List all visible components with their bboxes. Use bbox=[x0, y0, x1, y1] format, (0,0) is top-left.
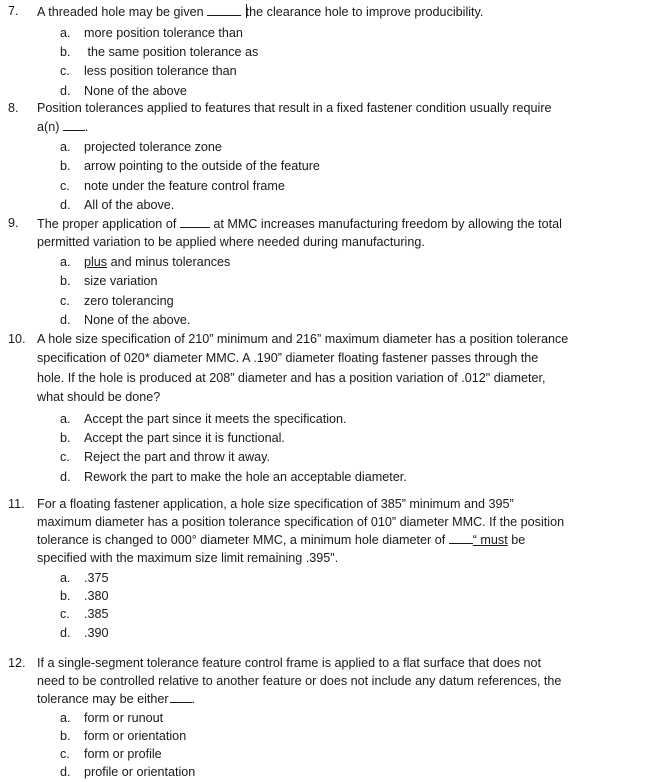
option-b[interactable]: b. .380 bbox=[60, 589, 109, 604]
option-c[interactable]: c. form or profile bbox=[60, 746, 162, 761]
option-list bbox=[60, 709, 618, 782]
answer-blank bbox=[63, 118, 85, 131]
question-text: For a floating fastener application, a hole size specification of 385” minimum and 395” bbox=[37, 497, 514, 511]
question-9 bbox=[8, 215, 618, 331]
question-text: the clearance hole to improve producibility. bbox=[245, 5, 484, 19]
option-a[interactable]: a. plus and minus tolerances bbox=[60, 255, 231, 269]
question-text: A threaded hole may be given bbox=[37, 5, 208, 19]
option-list bbox=[60, 138, 618, 216]
option-d[interactable]: d. Rework the part to make the hole an acceptable diameter. bbox=[60, 469, 407, 484]
question-text: hole. If the hole is produced at 208” diameter and has a position variation of .012" diameter, bbox=[37, 370, 546, 385]
question-text: tolerance is changed to 000° diameter MMC, a minimum hole diameter of bbox=[37, 533, 449, 547]
option-d[interactable]: d. All of the above. bbox=[60, 198, 175, 213]
answer-blank bbox=[170, 690, 192, 703]
question-7 bbox=[8, 3, 618, 101]
question-text: need to be controlled relative to another feature or does not include any datum references, the bbox=[37, 673, 562, 688]
question-text: maximum diameter has a position tolerance specification of 010” diameter MMC. If the position bbox=[37, 514, 565, 529]
question-10 bbox=[8, 330, 618, 487]
option-c[interactable]: c. less position tolerance than bbox=[60, 64, 237, 79]
option-a[interactable]: a. projected tolerance zone bbox=[60, 140, 222, 154]
option-b[interactable]: b. Accept the part since it is functional. bbox=[60, 431, 285, 446]
question-number: 9. bbox=[8, 216, 19, 230]
question-number: 8. bbox=[8, 101, 19, 115]
question-text: Position tolerances applied to features that result in a fixed fastener condition usually require bbox=[37, 101, 552, 115]
question-text: specification of 020* diameter MMC. A .190” diameter floating fastener passes through the bbox=[37, 351, 539, 366]
option-d[interactable]: d. profile or orientation bbox=[60, 765, 196, 780]
option-list bbox=[60, 24, 618, 102]
question-number: 10. bbox=[8, 332, 26, 346]
option-c[interactable]: c. zero tolerancing bbox=[60, 293, 174, 308]
option-b[interactable]: b. size variation bbox=[60, 274, 158, 289]
question-text: A hole size specification of 210” minimum and 216” maximum diameter has a position tolerance bbox=[37, 332, 569, 346]
question-text: at MMC increases manufacturing freedom by allowing the total bbox=[209, 217, 562, 231]
option-d[interactable]: d. None of the above bbox=[60, 83, 187, 98]
option-a[interactable]: a. more position tolerance than bbox=[60, 25, 243, 40]
option-d[interactable]: d. .390 bbox=[60, 625, 109, 640]
answer-blank bbox=[180, 215, 210, 228]
question-12: 12. If a single-segment tolerance feature control frame is applied to a flat surface that does not need to be controlled relative to another feature or does not include any datum references, the tolerance may be either . a. form or runout b. form or orientation c. form or profile d. profile or orientation bbox=[8, 655, 618, 781]
option-a[interactable]: a. .375 bbox=[60, 571, 109, 585]
question-text: a(n) bbox=[37, 119, 63, 134]
option-list bbox=[60, 253, 618, 331]
question-number: 11. bbox=[8, 497, 25, 511]
question-text: specified with the maximum size limit remaining .395". bbox=[37, 550, 339, 565]
answer-blank bbox=[207, 3, 241, 16]
question-number: 7. bbox=[8, 4, 19, 18]
question-text: permitted variation to be applied where needed during manufacturing. bbox=[37, 234, 425, 249]
question-text: The proper application of bbox=[37, 217, 180, 231]
answer-blank bbox=[449, 531, 473, 544]
question-text: If a single-segment tolerance feature control frame is applied to a flat surface that does not bbox=[37, 656, 542, 670]
option-b[interactable]: b. the same position tolerance as bbox=[60, 44, 259, 59]
option-list bbox=[60, 410, 618, 488]
option-list bbox=[60, 569, 618, 642]
option-b[interactable]: b. arrow pointing to the outside of the feature bbox=[60, 159, 320, 174]
option-d[interactable]: d. None of the above. bbox=[60, 313, 191, 328]
option-c[interactable]: c. .385 bbox=[60, 607, 109, 622]
option-c[interactable]: c. note under the feature control frame bbox=[60, 178, 285, 193]
question-text: what should be done? bbox=[37, 390, 161, 405]
option-a[interactable]: a. form or runout bbox=[60, 710, 164, 725]
question-text: tolerance may be either bbox=[37, 692, 169, 706]
option-c[interactable]: c. Reject the part and throw it away. bbox=[60, 450, 270, 465]
question-number: 12. bbox=[8, 656, 26, 670]
question-8: 8. Position tolerances applied to features that result in a fixed fastener condition usually require a(n) . a. projected tolerance zone b. arrow pointing to the outside of the feature c. note under the feature control frame d. All of the above. bbox=[8, 100, 618, 216]
option-b[interactable]: b. form or orientation bbox=[60, 728, 187, 743]
option-a[interactable]: a. Accept the part since it meets the specification. bbox=[60, 411, 347, 426]
question-11: 11. For a floating fastener application, a hole size specification of 385” minimum and 395” maximum diameter has a position tolerance specification of 010” diameter MMC. If the position tolerance is changed to 000° diameter MMC, a minimum hole diameter of “ must be specified with the maximum size limit remaining .395". a. .375 b. .380 c. .385 d. .390 bbox=[8, 496, 618, 642]
